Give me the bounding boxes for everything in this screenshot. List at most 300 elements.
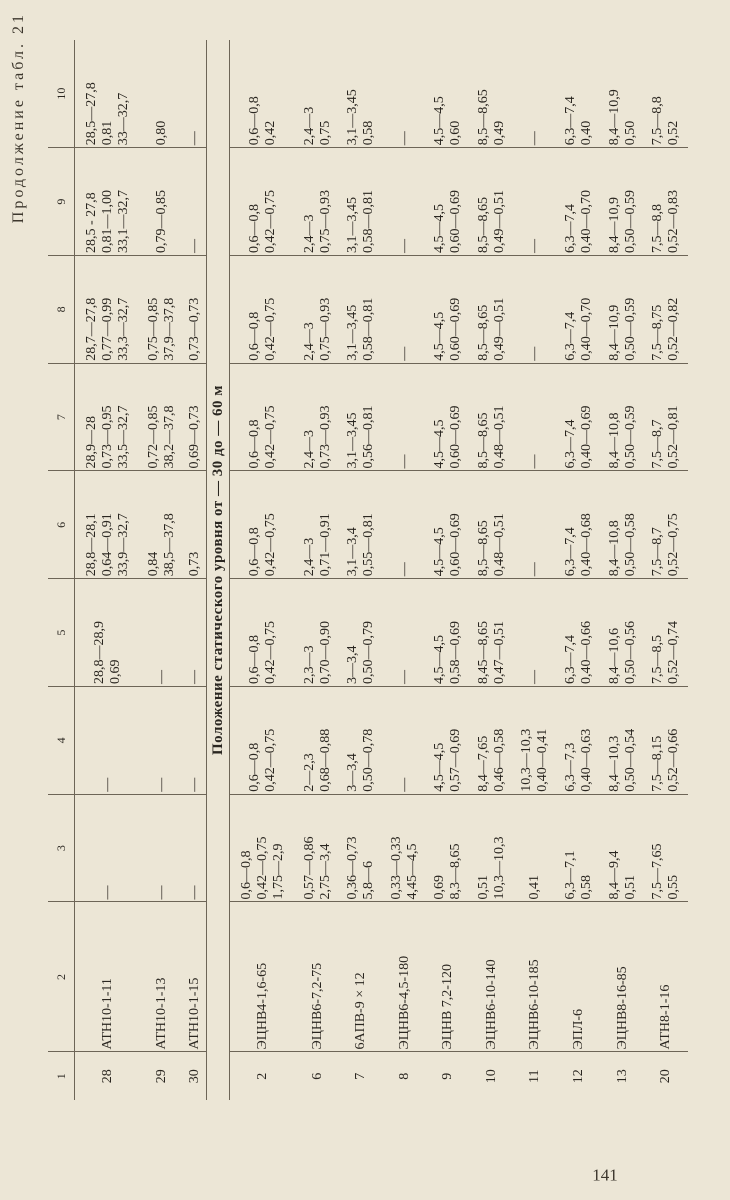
cell-value: 0,49 [491,120,507,146]
cell-value: — [396,454,412,469]
cell-value: 0,36—0,73 [345,836,361,900]
cell-value: 37,9—37,8 [162,297,178,361]
data-cell [644,579,688,687]
cell-value: 0,52—0,83 [666,190,682,253]
data-cell [141,363,185,471]
data-cell [557,579,601,687]
cell-value: — [99,777,115,792]
pump-type: ЭЦНВ6-10-140 [470,902,514,1052]
data-cell [141,148,185,256]
cell-value: 33,9—32,7 [115,513,131,577]
data-cell [296,256,340,364]
cell-value: 0,6—0,8 [239,850,254,900]
cell-value: 5,8—6 [361,861,377,900]
cell-value: 7,5—8,8 [650,96,666,146]
cell-value: 0,75 [317,120,333,146]
col-header: 5 [48,579,75,687]
cell-value: 0,56—0,81 [361,405,377,469]
table-row [383,40,427,1100]
cell-value: 0,6—0,8 [247,742,262,792]
page-number: 141 [592,1165,618,1185]
cell-value: 7,5—8,15 [650,735,666,792]
cell-value: 8,4—10,9 [606,89,622,146]
cell-value: 8,4—9,4 [606,850,622,900]
data-cell [230,687,296,795]
data-cell [339,256,383,364]
cell-value: 2,4—3 [301,214,317,253]
data-cell [470,579,514,687]
data-cell [644,148,688,256]
cell-value: 4,5—4,5 [432,311,448,361]
cell-value: 0,40—0,70 [579,297,595,361]
table-row [601,40,645,1100]
cell-value: 0,69 [432,875,448,900]
cell-value: 0,40—0,68 [579,513,595,577]
row-number: 2 [255,1072,270,1080]
cell-value: 0,33—0,33 [388,836,404,900]
cell-value: 0,42 [263,120,278,146]
table-row [470,40,514,1100]
cell-value: — [154,777,170,792]
cell-value: 28,8—28,9 [91,621,107,684]
cell-value: 0,42—0,75 [255,836,270,900]
data-cell [427,363,471,471]
data-cell [514,794,558,902]
cell-value: 0,71—0,91 [317,513,333,577]
pump-type: ЭПЛ-6 [557,902,601,1052]
cell-value: 6,3—7,3 [563,742,579,792]
cell-value: 8,4—10,9 [606,304,622,361]
cell-value: 0,57—0,69 [448,728,464,792]
table-row [514,40,558,1100]
table-row [184,40,206,1100]
data-cell [601,148,645,256]
data-cell [184,579,206,687]
cell-value: 0,49—0,51 [491,190,507,253]
cell-value: 28,5—27,8 [83,82,99,146]
cell-value: 0,60—0,69 [448,297,464,361]
cell-value: 8,4—10,6 [606,628,622,684]
cell-value: 0,58—0,81 [361,297,377,361]
cell-value: 4,5—4,5 [432,419,448,469]
section-heading: Положение статического уровня от — 30 до — 60 м [207,40,230,1100]
cell-value: 6,3—7,4 [563,204,579,253]
data-cell [514,256,558,364]
data-cell [470,471,514,579]
col-header: 1 [48,1052,75,1100]
cell-value: 8,4—7,65 [475,735,491,792]
data-cell [75,40,141,148]
cell-value: 28,5 - 27,8 [83,192,99,253]
data-cell [75,579,141,687]
cell-value: 0,6—0,8 [247,311,262,361]
cell-value: 0,41 [527,875,543,900]
cell-value: 8,4—10,3 [606,735,622,792]
data-cell [644,256,688,364]
cell-value: 0,42—0,75 [263,621,278,684]
section-heading-body [207,40,230,1100]
cell-value: 0,49—0,51 [491,297,507,361]
cell-value: 0,40—0,70 [579,190,595,253]
cell-value: 0,50—0,78 [361,728,377,792]
col-header: 4 [48,687,75,795]
cell-value: 8,5—8,65 [475,89,491,146]
data-cell [514,363,558,471]
cell-value: 3,1—3,45 [345,412,361,469]
cell-value: — [187,777,203,792]
cell-value: 3,1—3,45 [345,304,361,361]
cell-value: 28,9—28 [83,416,99,469]
data-cell [339,148,383,256]
cell-value: 0,52—0,82 [666,297,682,361]
pump-type: ЭЦНВ8-16-85 [601,902,645,1052]
data-cell [601,256,645,364]
table-body-top [75,40,207,1100]
cell-value: — [396,777,412,792]
data-cell [383,148,427,256]
cell-value: 0,58—0,69 [448,621,464,684]
cell-value: 0,50—0,58 [622,513,638,577]
cell-value: 8,4—10,8 [606,520,622,577]
pump-type: ЭЦНВ6-4,5-180 [383,902,427,1052]
data-cell [601,363,645,471]
data-cell [230,579,296,687]
cell-value: 8,5—8,65 [475,197,491,253]
pump-type: ЭЦНВ4-1,6-65 [230,902,296,1052]
cell-value: 8,45—8,65 [475,621,491,684]
cell-value: 0,58 [579,875,595,900]
cell-value: 33,5—32,7 [115,405,131,469]
cell-value: 0,73 [187,551,203,577]
table-body-bottom [230,40,688,1100]
data-cell [184,794,206,902]
data-cell [557,687,601,795]
data-cell [427,471,471,579]
cell-value: 0,75—0,85 [146,297,162,361]
cell-value: 6,3—7,1 [563,850,579,900]
section-heading-row [207,40,230,1100]
data-cell [141,471,185,579]
cell-value: 0,50—0,56 [622,621,638,684]
cell-value: 6,3—7,4 [563,527,579,577]
cell-value: 0,40—0,66 [579,621,595,684]
cell-value: 0,75—0,93 [317,190,333,253]
data-cell [383,363,427,471]
cell-value: 0,6—0,8 [247,419,262,469]
cell-value: 0,60—0,69 [448,513,464,577]
pump-type: ЭЦНВ 7,2-120 [427,902,471,1052]
table-row [557,40,601,1100]
data-cell [339,579,383,687]
col-header: 6 [48,471,75,579]
cell-value: 2,3—3 [301,645,317,684]
cell-value: 8,4—10,9 [606,197,622,253]
data-cell [601,687,645,795]
row-number: 6 [309,1072,325,1080]
cell-value: 0,48—0,51 [491,405,507,469]
col-header: 10 [48,40,75,148]
data-cell [339,794,383,902]
table-row [75,40,141,1100]
cell-value: — [396,239,412,253]
row-number: 28 [99,1069,115,1084]
cell-value: 0,40—0,63 [579,728,595,792]
pump-type: ЭЦНВ6-7,2-75 [296,902,340,1052]
cell-value: 0,50—0,59 [622,297,638,361]
data-cell [514,148,558,256]
cell-value: 33,3—32,7 [115,297,131,361]
cell-value: 0,73—0,73 [187,297,203,361]
data-cell [557,471,601,579]
data-cell [141,687,185,795]
cell-value: 0,52—0,66 [666,728,682,792]
cell-value: 7,5—8,7 [650,419,666,469]
data-cell [644,471,688,579]
data-cell [601,579,645,687]
cell-value: 0,60—0,69 [448,405,464,469]
data-cell [141,579,185,687]
cell-value: 7,5—7,65 [650,843,666,900]
cell-value: 0,80 [154,120,170,146]
data-cell [75,148,141,256]
cell-value: 0,52—0,81 [666,405,682,469]
cell-value: 0,60 [448,120,464,146]
cell-value: 0,57—0,86 [301,836,317,900]
cell-value: 0,72—0,85 [146,405,162,469]
data-cell [184,40,206,148]
cell-value: 3—3,4 [345,753,361,792]
data-cell [514,471,558,579]
col-header: 8 [48,256,75,364]
data-cell [383,256,427,364]
cell-value: 4,5—4,5 [432,204,448,253]
cell-value: — [527,131,543,146]
table-row [296,40,340,1100]
data-cell [296,794,340,902]
cell-value: 0,6—0,8 [247,204,262,253]
cell-value: 0,51 [622,875,638,900]
data-cell [296,40,340,148]
cell-value: 0,50—0,59 [622,190,638,253]
cell-value: 6,3—7,4 [563,96,579,146]
data-cell [184,687,206,795]
table-row [427,40,471,1100]
cell-value: 8,5—8,65 [475,412,491,469]
data-cell [184,471,206,579]
table-row [141,40,185,1100]
cell-value: 0,42—0,75 [263,728,278,792]
cell-value: 38,5—37,8 [162,513,178,577]
cell-value: — [396,131,412,146]
data-cell [296,687,340,795]
data-cell [427,256,471,364]
data-cell [184,148,206,256]
cell-value: — [527,454,543,469]
data-cell [601,40,645,148]
cell-value: 2,4—3 [301,106,317,146]
col-header: 2 [48,902,75,1052]
cell-value: 0,60—0,69 [448,190,464,253]
cell-value: 0,42—0,75 [263,513,278,577]
cell-value: — [187,239,203,253]
cell-value: 0,81 [99,120,115,146]
cell-value: — [527,239,543,253]
cell-value: 0,64—0,91 [99,513,115,577]
cell-value: 0,55—0,81 [361,513,377,577]
data-cell [514,579,558,687]
data-cell [296,471,340,579]
cell-value: — [154,670,170,684]
col-header: 9 [48,148,75,256]
cell-value: — [396,562,412,577]
data-cell [644,40,688,148]
cell-value: — [527,670,543,684]
cell-value: — [99,885,115,900]
cell-value: 0,52—0,75 [666,513,682,577]
row-number: 13 [614,1069,630,1084]
cell-value: 0,73—0,95 [99,405,115,469]
row-number: 7 [353,1072,369,1080]
data-cell [514,687,558,795]
data-cell [383,794,427,902]
cell-value: 3,1—3,4 [345,527,361,577]
data-cell [470,256,514,364]
cell-value: 0,58 [361,120,377,146]
table-row [230,40,296,1100]
pump-type: АТН10-1-13 [141,902,185,1052]
data-cell [339,471,383,579]
pump-type: АТН10-1-11 [75,902,141,1052]
cell-value: 0,50 [622,120,638,146]
cell-value: — [396,346,412,361]
row-number: 10 [483,1069,499,1084]
data-cell [141,794,185,902]
cell-value: 8,5—8,65 [475,520,491,577]
cell-value: 4,5—4,5 [432,635,448,684]
cell-value: 0,69 [107,659,123,684]
cell-value: — [154,885,170,900]
cell-value: 7,5—8,75 [650,304,666,361]
data-cell [339,687,383,795]
cell-value: 0,6—0,8 [247,527,262,577]
cell-value: 0,69—0,73 [187,405,203,469]
row-number: 12 [571,1069,587,1084]
data-cell [644,687,688,795]
cell-value: 8,4—10,8 [606,412,622,469]
data-cell [383,471,427,579]
cell-value: 0,50—0,59 [622,405,638,469]
data-cell [557,794,601,902]
data-cell [230,148,296,256]
data-cell [230,363,296,471]
data-cell [230,256,296,364]
cell-value: — [187,885,203,900]
data-cell [141,256,185,364]
pump-type: АТН10-1-15 [184,902,206,1052]
data-cell [557,40,601,148]
data-cell [383,687,427,795]
data-cell [75,363,141,471]
pump-type: 6АПВ-9 × 12 [339,902,383,1052]
cell-value: 0,6—0,8 [247,635,262,684]
col-header: 7 [48,363,75,471]
data-cell [427,40,471,148]
row-number: 9 [440,1072,456,1080]
data-cell [470,148,514,256]
col-header: 3 [48,794,75,902]
data-cell [296,363,340,471]
continuation-title: Продолжение табл. 21 [10,12,27,224]
data-cell [296,148,340,256]
cell-value: 8,5—8,65 [475,304,491,361]
cell-value: 2,4—3 [301,430,317,469]
cell-value: 0,73—0,93 [317,405,333,469]
cell-value: 0,55 [666,875,682,900]
data-table [48,40,688,1100]
data-cell [75,471,141,579]
cell-value: 4,5—4,5 [432,96,448,146]
cell-value: 0,50—0,54 [622,728,638,792]
cell-value: — [527,346,543,361]
row-number: 20 [658,1069,674,1084]
data-cell [427,794,471,902]
cell-value: 3,1—3,45 [345,89,361,146]
table-row [339,40,383,1100]
data-cell [383,579,427,687]
data-cell [470,687,514,795]
cell-value: 0,58—0,81 [361,190,377,253]
cell-value: 0,79—0,85 [154,190,170,253]
cell-value: 3—3,4 [345,645,361,684]
cell-value: 10,3—10,3 [519,728,535,792]
data-cell [230,40,296,148]
data-cell [75,687,141,795]
cell-value: 2,4—3 [301,537,317,577]
data-cell [427,148,471,256]
cell-value: 0,6—0,8 [247,96,262,146]
data-cell [601,471,645,579]
data-cell [470,794,514,902]
cell-value: 8,3—8,65 [448,843,464,900]
table-row [644,40,688,1100]
cell-value: 0,42—0,75 [263,405,278,469]
column-header-row [48,40,75,1100]
cell-value: 28,7—27,8 [83,297,99,361]
cell-value: 2,75—3,4 [317,843,333,900]
cell-value: 0,42—0,75 [263,190,278,253]
row-number: 29 [154,1069,170,1084]
cell-value: 38,2—37,8 [162,405,178,469]
cell-value: 1,75—2,9 [271,843,286,900]
cell-value: 0,77—0,99 [99,297,115,361]
data-cell [141,40,185,148]
cell-value: 6,3—7,4 [563,635,579,684]
data-cell [339,40,383,148]
data-cell [557,363,601,471]
cell-value: — [527,562,543,577]
cell-value: 0,40—0,41 [535,728,551,792]
data-cell [230,794,296,902]
cell-value: 7,5—8,5 [650,635,666,684]
cell-value: 2—2,3 [301,753,317,792]
data-cell [644,794,688,902]
cell-value: 33—32,7 [115,92,131,146]
cell-value: 0,52—0,74 [666,621,682,684]
data-cell [557,148,601,256]
cell-value: 0,81—1,00 [99,190,115,253]
data-cell [339,363,383,471]
row-number: 11 [527,1069,543,1083]
